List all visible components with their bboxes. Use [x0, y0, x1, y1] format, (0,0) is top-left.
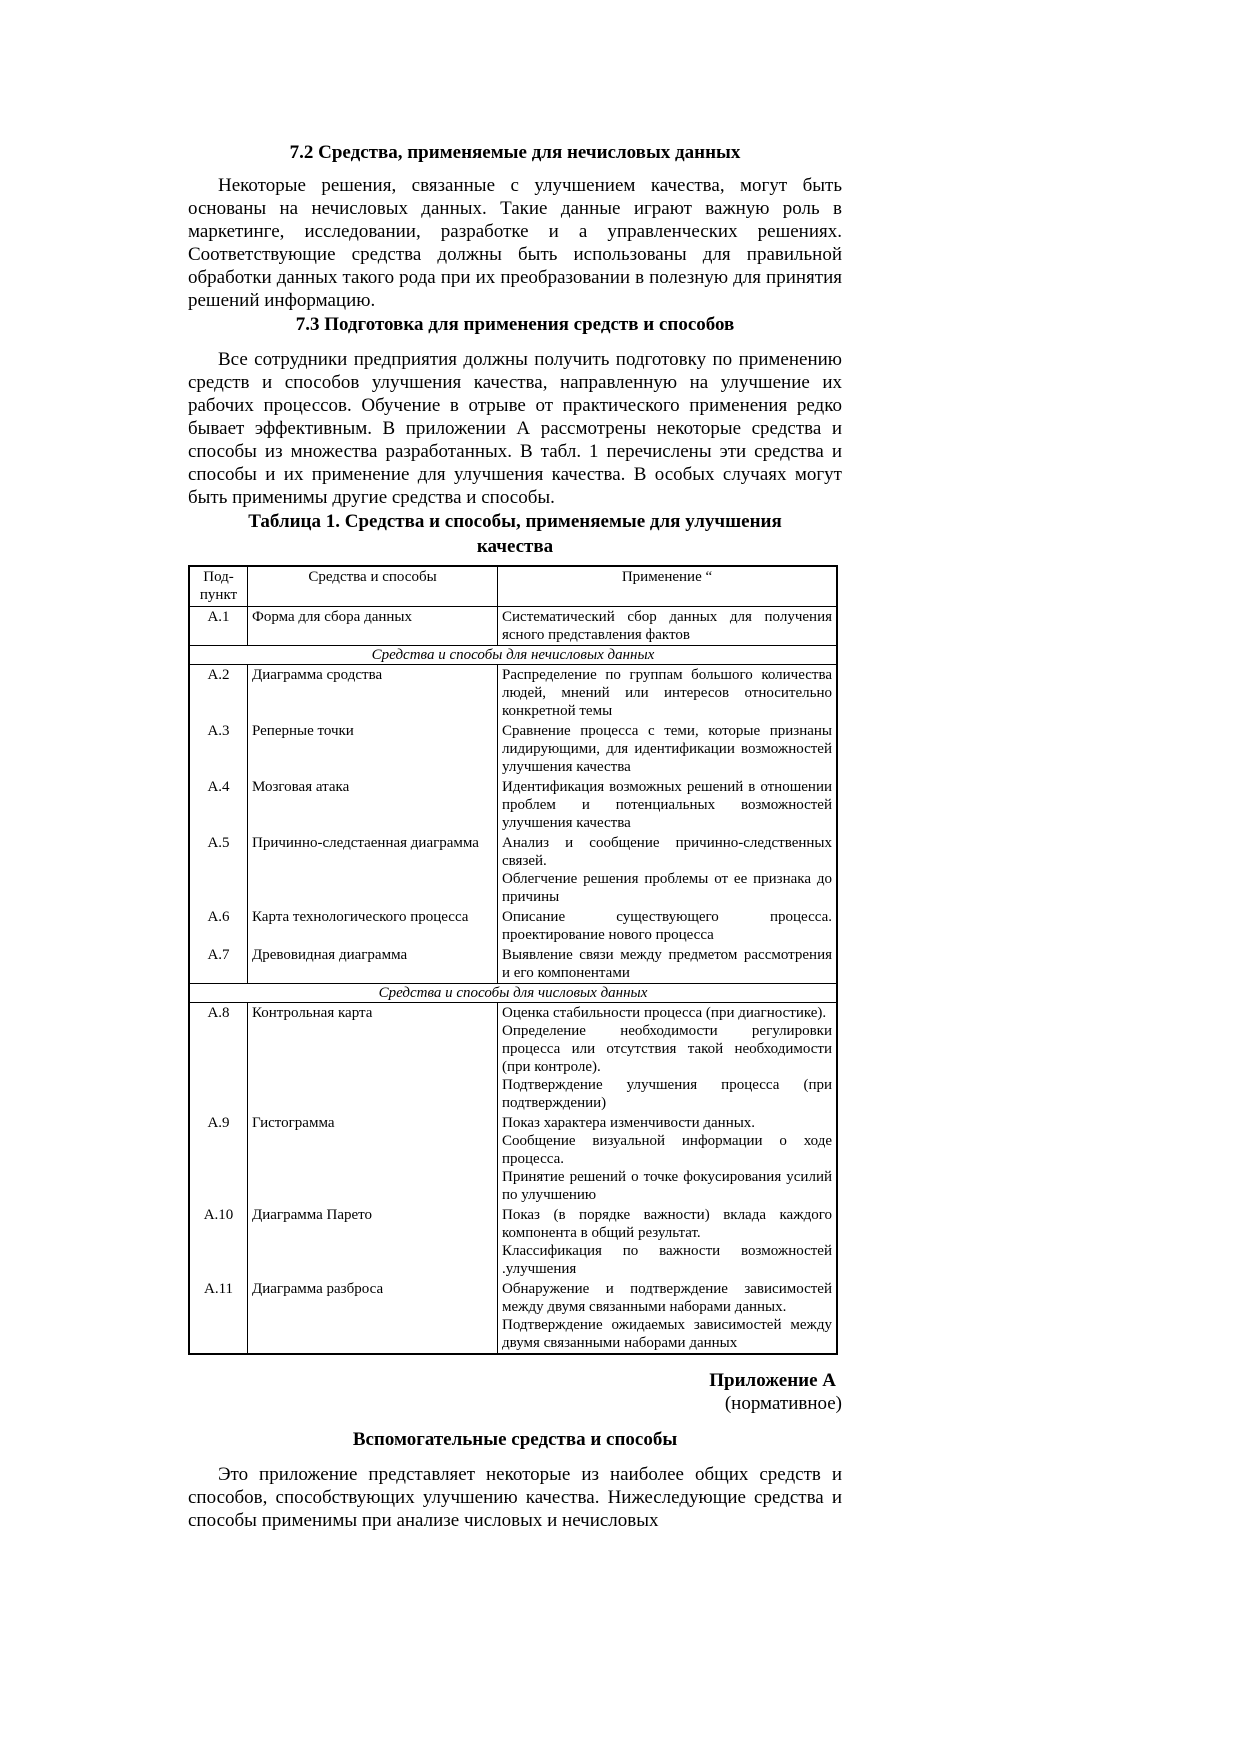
section-7-3-heading: 7.3 Подготовка для применения средств и способов — [295, 314, 735, 335]
application-item: Принятие решений о точке фокусирования усилий по улучшению — [502, 1169, 832, 1203]
application-item: Обнаружение и подтверждение зависимостей между двумя связанными наборами данных. — [502, 1281, 832, 1315]
application-item: Показ (в порядке важности) вклада каждого компонента в общий результат. — [502, 1207, 832, 1241]
table-row — [189, 833, 837, 907]
document-page — [188, 140, 842, 1532]
table-row — [189, 907, 837, 945]
table-row — [189, 945, 837, 984]
row-subclause: A.8 — [189, 1003, 248, 1114]
application-item: Подтверждение улучшения процесса (при подтверждении) — [502, 1077, 832, 1111]
row-application — [498, 721, 838, 777]
row-subclause: A.7 — [189, 945, 248, 984]
annex-text: Это приложение представляет некоторые из наиболее общих средств и способов, способствующих улучшению качества. Нижеследующие средства и способы применимы при анализе числовых и нечисловых — [188, 1464, 842, 1531]
application-item: Классификация по важности возможностей .улучшения — [502, 1243, 832, 1277]
row-application — [498, 833, 838, 907]
table-body — [189, 566, 837, 1354]
section-label: Средства и способы для нечисловых данных — [189, 646, 837, 665]
row-subclause: A.10 — [189, 1205, 248, 1279]
row-tool-name: Гистограмма — [248, 1113, 498, 1205]
application-item: Показ характера изменчивости данных. — [502, 1115, 756, 1131]
row-application — [498, 907, 838, 945]
row-tool-name: Диаграмма сродства — [248, 665, 498, 722]
row-subclause: A.6 — [189, 907, 248, 945]
tools-table — [188, 565, 838, 1355]
row-application — [498, 1279, 838, 1354]
row-tool-name: Диаграмма Парето — [248, 1205, 498, 1279]
annex-heading: Вспомогательные средства и способы — [352, 1429, 678, 1450]
row-subclause: A.4 — [189, 777, 248, 833]
row-tool-name: Контрольная карта — [248, 1003, 498, 1114]
application-item: Определение необходимости регулировки процесса или отсутствия такой необходимости (при контроле). — [502, 1023, 832, 1075]
row-tool-name: Причинно-следстаенная диаграмма — [248, 833, 498, 907]
application-item: Сравнение процесса с теми, которые признаны лидирующими, для идентификации возможностей улучшения качества — [502, 723, 832, 775]
row-tool-name: Мозговая атака — [248, 777, 498, 833]
annex-subtitle: (нормативное) — [724, 1393, 842, 1414]
table-row — [189, 777, 837, 833]
row-application — [498, 665, 838, 722]
table-row — [189, 665, 837, 722]
application-item: Подтверждение ожидаемых зависимостей между двумя связанными наборами данных — [502, 1317, 832, 1351]
application-item: Систематический сбор данных для получения ясного представления фактов — [502, 609, 832, 643]
row-application — [498, 1205, 838, 1279]
row-application — [498, 945, 838, 984]
row-tool-name: Реперные точки — [248, 721, 498, 777]
table-row — [189, 1003, 837, 1114]
annex-title: Приложение А — [709, 1370, 836, 1391]
application-item: Выявление связи между предметом рассмотрения и его компонентами — [502, 947, 832, 981]
row-tool-name: Древовидная диаграмма — [248, 945, 498, 984]
application-item: Распределение по группам большого количества людей, мнений или интересов относительно конкретной темы — [502, 667, 832, 719]
row-tool-name: Диаграмма разброса — [248, 1279, 498, 1354]
row-tool-name: Форма для сбора данных — [248, 607, 498, 646]
section-7-3-text: Все сотрудники предприятия должны получить подготовку по применению средств и способов улучшения качества, направленную на улучшение их рабочих процессов. Обучение в отрыве от практического применения редко бывает эффективным. В приложении А рассмотрены некоторые средства и способы из множества разработанных. В табл. 1 перечислены эти средства и способы и их применение для улучшения качества. В особых случаях могут быть применимы другие средства и способы. — [188, 349, 842, 508]
row-application — [498, 1113, 838, 1205]
application-item: Описание существующего процесса. проектирование нового процесса — [502, 909, 832, 943]
header-tools: Средства и способы — [248, 566, 498, 607]
application-item: Сообщение визуальной информации о ходе процесса. — [502, 1133, 832, 1167]
row-subclause: A.1 — [189, 607, 248, 646]
row-subclause: A.9 — [189, 1113, 248, 1205]
section-label: Средства и способы для числовых данных — [189, 984, 837, 1003]
table-header-row — [189, 566, 837, 607]
application-item: Идентификация возможных решений в отношении проблем и потенциальных возможностей улучшения качества — [502, 779, 832, 831]
header-subclause: Под-пункт — [189, 566, 248, 607]
section-7-2-text: Некоторые решения, связанные с улучшением качества, могут быть основаны на нечисловых данных. Такие данные играют важную роль в маркетинге, исследовании, разработке и а управленческих решениях. Соответствующие средства должны быть использованы для правильной обработки данных такого рода при их преобразовании в полезную для принятия решений информацию. — [188, 175, 842, 311]
section-row-nonnumeric — [189, 646, 837, 665]
table-row — [189, 721, 837, 777]
row-subclause: A.3 — [189, 721, 248, 777]
row-application — [498, 607, 838, 646]
section-row-numeric — [189, 984, 837, 1003]
table-caption: Таблица 1. Средства и способы, применяемые для улучшения качества — [248, 511, 782, 557]
section-7-2-heading: 7.2 Средства, применяемые для нечисловых данных — [289, 142, 741, 163]
application-item: Анализ и сообщение причинно-следственных связей. — [502, 835, 832, 869]
header-application: Применение “ — [498, 566, 838, 607]
table-row — [189, 1205, 837, 1279]
row-subclause: A.11 — [189, 1279, 248, 1354]
row-subclause: A.2 — [189, 665, 248, 722]
table-row — [189, 607, 837, 646]
application-item: Оценка стабильности процесса (при диагностике). — [502, 1005, 827, 1021]
row-subclause: A.5 — [189, 833, 248, 907]
row-application — [498, 1003, 838, 1114]
table-row — [189, 1113, 837, 1205]
row-tool-name: Карта технологического процесса — [248, 907, 498, 945]
row-application — [498, 777, 838, 833]
table-row — [189, 1279, 837, 1354]
application-item: Облегчение решения проблемы от ее признака до причины — [502, 871, 832, 905]
